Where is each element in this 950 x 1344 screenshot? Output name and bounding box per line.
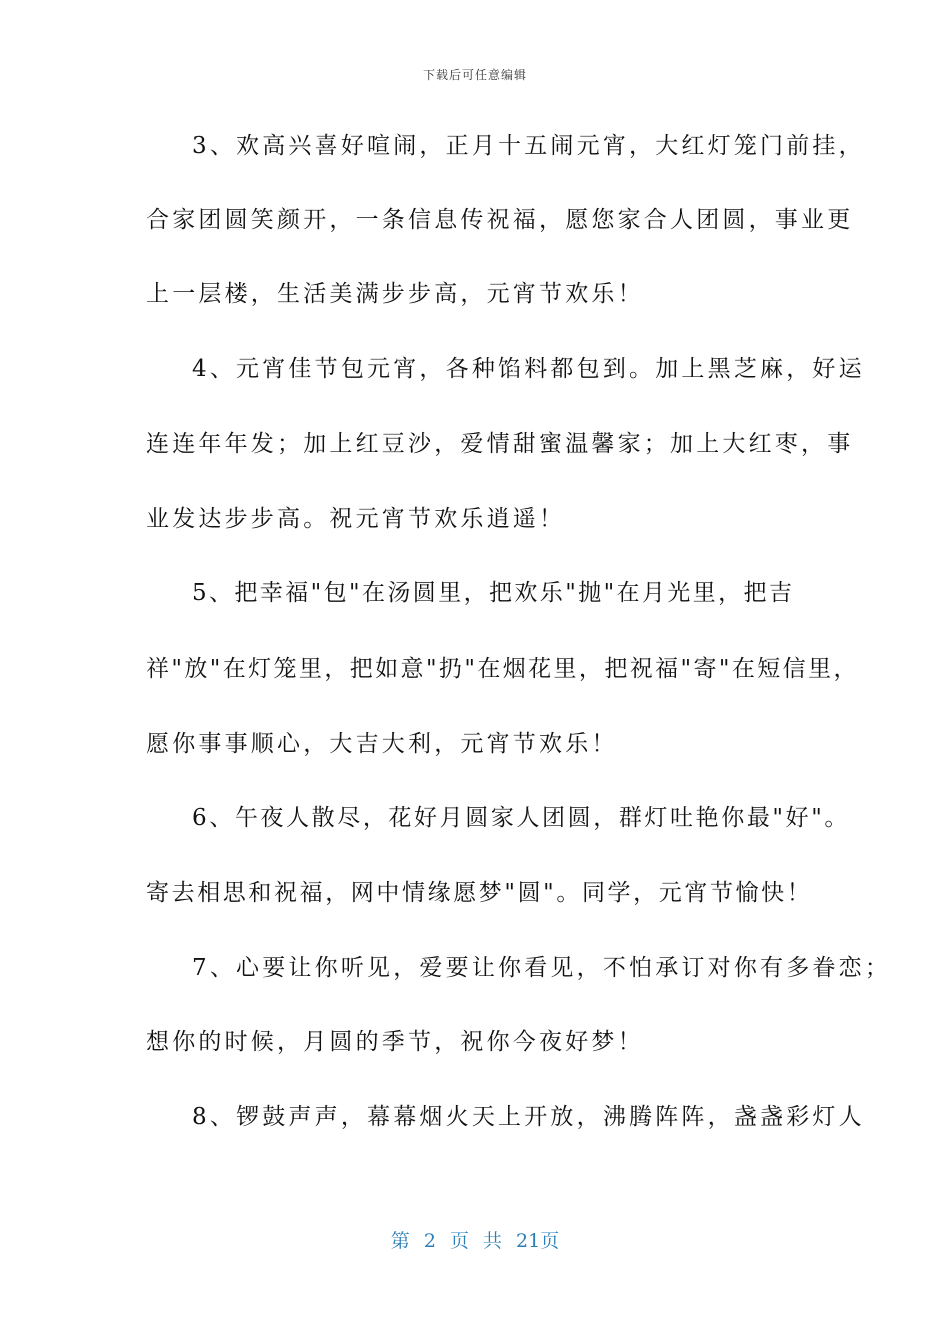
paragraph-7-line-1: 7、心要让你听见，爱要让你看见，不怕承订对你有多眷恋； [192,955,892,981]
paragraph-4-line-2: 连连年年发；加上红豆沙，爱情甜蜜温馨家；加上大红枣，事 [146,431,854,457]
paragraph-3-line-3: 上一层楼，生活美满步步高，元宵节欢乐！ [146,281,644,307]
paragraph-6-line-2: 寄去相思和祝福，网中情缘愿梦"圆"。同学，元宵节愉快！ [146,880,813,906]
paragraph-3-line-2: 合家团圆笑颜开，一条信息传祝福，愿您家合人团圆，事业更 [146,207,854,233]
paragraph-8-line-1: 8、锣鼓声声，幕幕烟火天上开放，沸腾阵阵，盏盏彩灯人 [192,1104,865,1130]
page-footer: 第 2 页 共 21页 [390,1230,560,1252]
paragraph-7-line-2: 想你的时候，月圆的季节，祝你今夜好梦！ [146,1029,644,1055]
paragraph-3-line-1: 3、欢高兴喜好喧闹，正月十五闹元宵，大红灯笼门前挂， [192,133,865,159]
page-header: 下载后可任意编辑 [422,68,527,82]
paragraph-5-line-2: 祥"放"在灯笼里，把如意"扔"在烟花里，把祝福"寄"在短信里， [146,656,859,682]
paragraph-5-line-1: 5、把幸福"包"在汤圆里，把欢乐"抛"在月光里，把吉 [192,580,795,606]
paragraph-4-line-3: 业发达步步高。祝元宵节欢乐逍遥！ [146,506,566,532]
paragraph-4-line-1: 4、元宵佳节包元宵，各种馅料都包到。加上黑芝麻，好运 [192,356,865,382]
paragraph-6-line-1: 6、午夜人散尽，花好月圆家人团圆，群灯吐艳你最"好"。 [192,805,850,831]
paragraph-5-line-3: 愿你事事顺心，大吉大利，元宵节欢乐！ [146,731,618,757]
